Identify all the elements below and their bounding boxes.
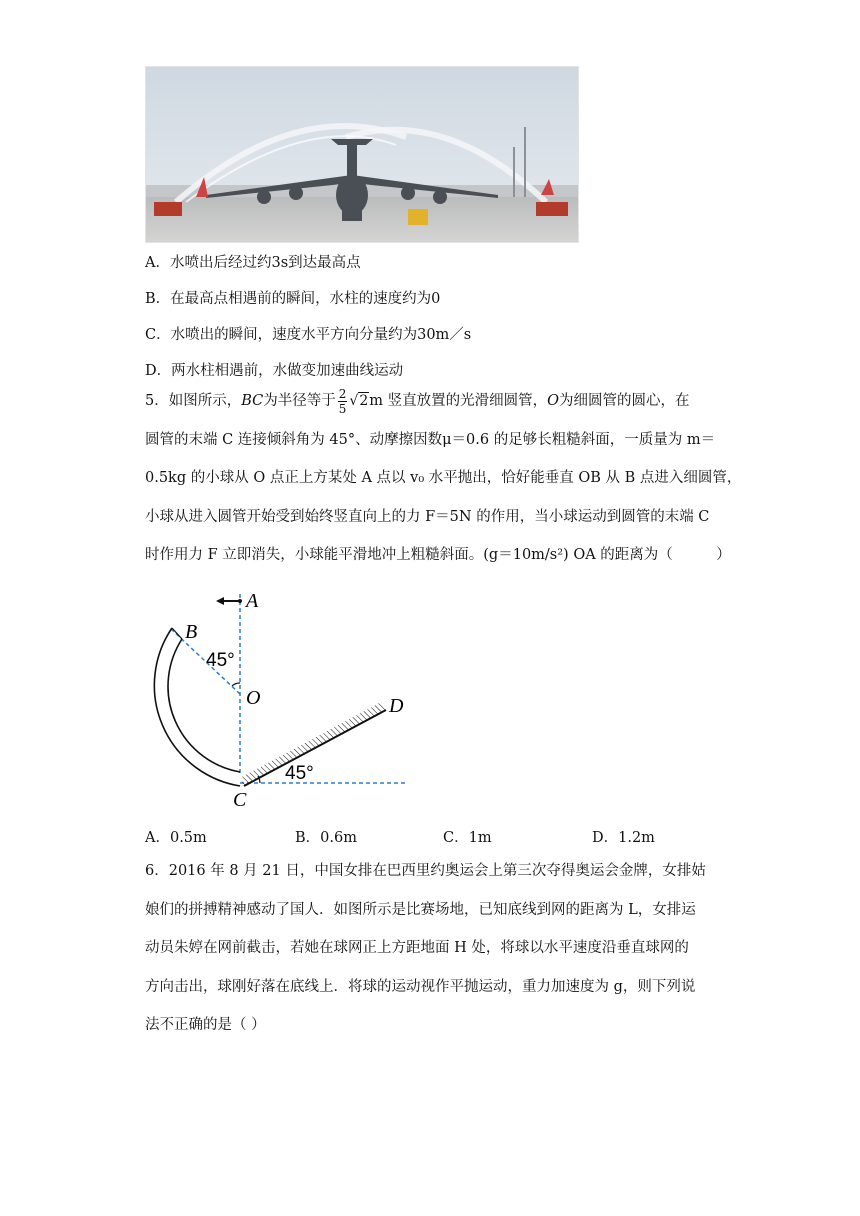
q6-line-3: 动员朱婷在网前截击，若她在球网正上方距地面 H 处，将球以水平速度沿垂直球网的: [145, 940, 689, 956]
sqrt-radicand: 2: [359, 393, 369, 409]
sqrt-symbol: √2: [349, 393, 369, 409]
q5-stem: [145, 382, 742, 575]
q6-line-2: 娘们的拼搏精神感动了国人．如图所示是比赛场地，已知底线到网的距离为 L，女排运: [145, 901, 696, 918]
q6-line-5: 法不正确的是（ ）: [145, 1017, 266, 1033]
q5-line-5: 时作用力 F 立即消失，小球能平滑地冲上粗糙斜面。(g＝10m/s²) OA 的距离为（ ）: [145, 547, 731, 563]
q5-text: 为半径等于: [263, 393, 336, 409]
airplane-water-salute-photo: [145, 66, 579, 243]
label-b: B: [185, 621, 198, 643]
q4-option-d: D．两水柱相遇前，水做变加速曲线运动: [145, 363, 404, 379]
q5-option-b: B．0.6m: [295, 830, 357, 846]
q5-option-c: C．1m: [443, 830, 492, 846]
q5-line-1: [145, 382, 720, 421]
q5-option-a: A．0.5m: [145, 830, 207, 846]
q6-line-1: 6．2016 年 8 月 21 日，中国女排在巴西里约奥运会上第三次夺得奥运会金牌，女排姑: [145, 863, 706, 879]
fraction-denominator: 5: [338, 401, 347, 416]
q5-text: 为细圆管的圆心，在: [559, 393, 690, 409]
q5-number-text: 5．如图所示，: [145, 393, 242, 409]
radius-fraction: [338, 387, 348, 416]
fraction-numerator: 2: [338, 386, 347, 401]
label-o: O: [246, 687, 261, 709]
label-c: C: [233, 789, 247, 811]
q5-var-o: O: [547, 393, 559, 409]
q5-diagram: [140, 584, 430, 814]
q5-line-4: 小球从进入圆管开始受到始终竖直向上的力 F＝5N 的作用，当小球运动到圆管的末端 C: [145, 508, 710, 525]
label-d: D: [389, 695, 404, 717]
label-a: A: [246, 590, 259, 612]
q5-text: m 竖直放置的光滑细圆管，: [369, 393, 548, 409]
q6-stem: [145, 852, 720, 1045]
q4-option-a: A．水喷出后经过约3s到达最高点: [145, 255, 361, 271]
angle-label-o: 45°: [206, 650, 235, 671]
q5-line-3: 0.5kg 的小球从 O 点正上方某处 A 点以 v₀ 水平抛出，恰好能垂直 OB 从 B 点进入细圆管，: [145, 470, 742, 486]
q4-option-c: C．水喷出的瞬间，速度水平方向分量约为30m／s: [145, 327, 472, 343]
q5-var-bc: BC: [241, 393, 264, 409]
q5-option-d: D．1.2m: [592, 830, 655, 846]
angle-label-c: 45°: [285, 763, 314, 784]
q5-line-2: 圆管的末端 C 连接倾斜角为 45°、动摩擦因数μ＝0.6 的足够长粗糙斜面，一质量为 m＝: [145, 431, 716, 448]
q4-option-b: B．在最高点相遇前的瞬间，水柱的速度约为0: [145, 291, 441, 307]
q6-line-4: 方向击出，球刚好落在底线上．将球的运动视作平抛运动，重力加速度为 g，则下列说: [145, 978, 696, 995]
